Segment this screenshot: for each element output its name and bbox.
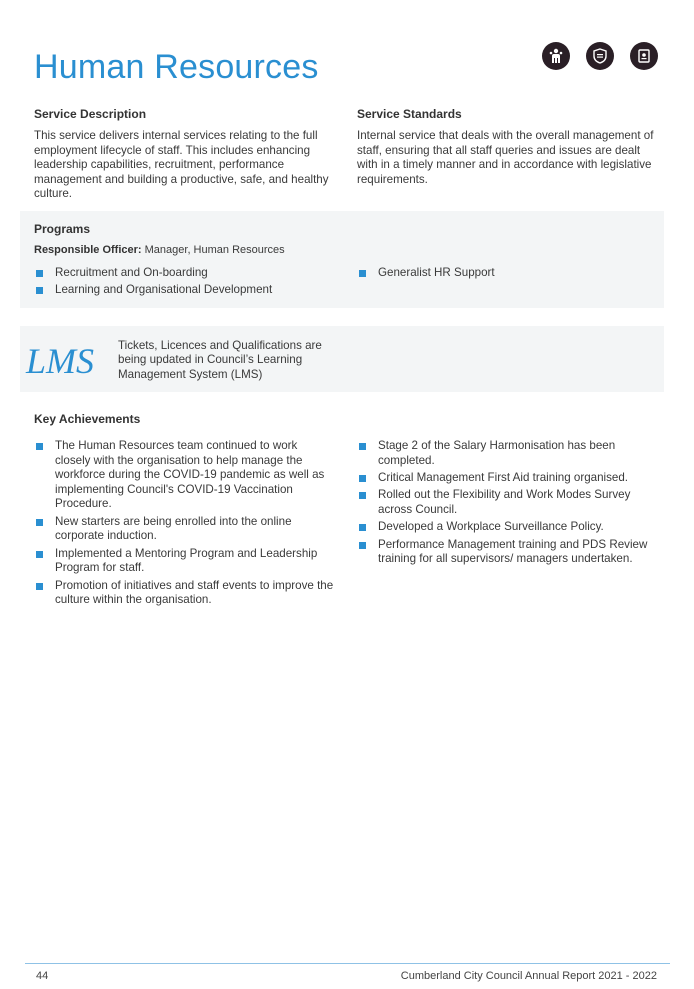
- list-item: New starters are being enrolled into the online corporate induction.: [34, 515, 334, 544]
- list-item: Promotion of initiatives and staff events to improve the culture within the organisation.: [34, 579, 334, 608]
- badge-icon: [586, 42, 614, 70]
- list-item: Generalist HR Support: [357, 266, 657, 281]
- list-item: Stage 2 of the Salary Harmonisation has been completed.: [357, 439, 657, 468]
- theme-icons: [542, 42, 658, 70]
- list-item: Rolled out the Flexibility and Work Modes Survey across Council.: [357, 488, 657, 517]
- lms-callout: [20, 326, 664, 392]
- list-item: Performance Management training and PDS Review training for all supervisors/ managers undertaken.: [357, 538, 657, 567]
- list-item: Critical Management First Aid training organised.: [357, 471, 657, 486]
- programs-panel: [20, 211, 664, 308]
- service-description-heading: Service Description: [34, 107, 147, 121]
- programs-heading: Programs: [34, 222, 91, 236]
- list-item: Learning and Organisational Development: [34, 283, 334, 298]
- service-description-text: This service delivers internal services relating to the full employment lifecycle of staff. This includes enhancing leadership capabilities, recruitment, performance management and building a productive, safe, and healthy culture.: [34, 129, 329, 201]
- lms-text: Tickets, Licences and Qualifications are being updated in Council’s Learning Management System (LMS): [118, 339, 322, 381]
- service-standards-text: Internal service that deals with the overall management of staff, ensuring that all staff queries and issues are dealt with in a timely manner and in accordance with legislative requirements.: [357, 129, 654, 186]
- page-number: 44: [36, 970, 49, 982]
- officer-value: Manager, Human Resources: [141, 244, 285, 256]
- achievements-left-list: [34, 439, 334, 611]
- report-title: Cumberland City Council Annual Report 2021 - 2022: [400, 970, 657, 982]
- list-item: Recruitment and On-boarding: [34, 266, 334, 281]
- service-standards-heading: Service Standards: [357, 107, 462, 121]
- officer-label: Responsible Officer:: [34, 244, 142, 256]
- lms-wordmark: LMS: [26, 341, 95, 381]
- list-item: Implemented a Mentoring Program and Leadership Program for staff.: [34, 547, 334, 576]
- people-icon: [542, 42, 570, 70]
- document-icon: [630, 42, 658, 70]
- programs-left-list: [34, 266, 334, 301]
- key-achievements-heading: Key Achievements: [34, 412, 141, 426]
- list-item: The Human Resources team continued to work closely with the organisation to help manage the workforce during the COVID-19 pandemic as well as implementing Council's COVID-19 Vaccination Procedure.: [34, 439, 334, 512]
- achievements-right-list: [357, 439, 657, 570]
- responsible-officer: [34, 244, 285, 256]
- list-item: Developed a Workplace Surveillance Policy.: [357, 520, 657, 535]
- programs-right-list: [357, 266, 657, 283]
- footer-divider: [25, 963, 670, 964]
- page-title: Human Resources: [34, 48, 319, 86]
